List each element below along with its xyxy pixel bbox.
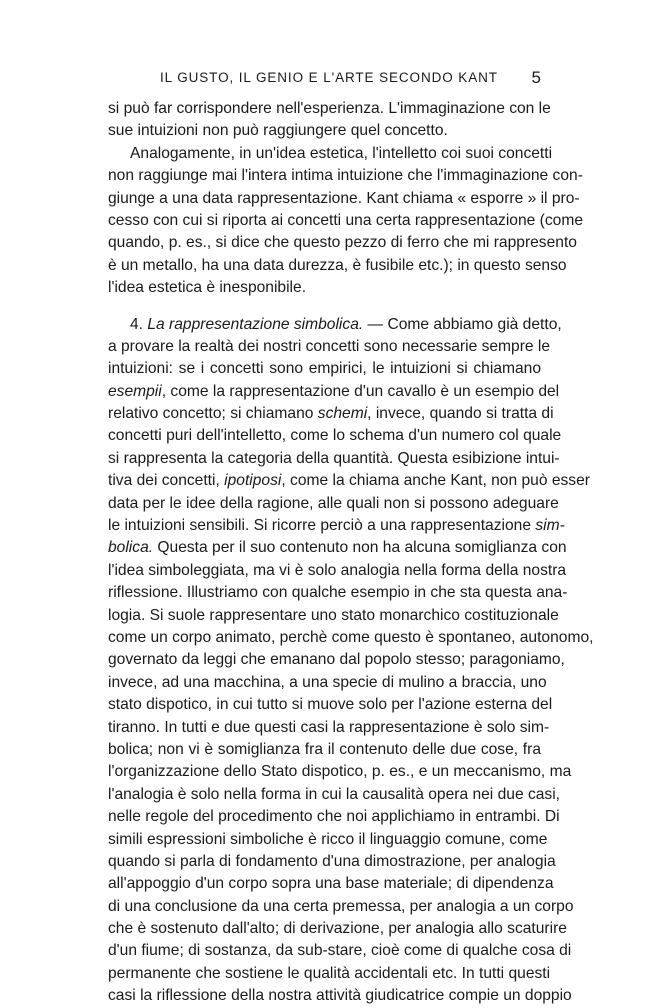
text-line: bolica. Questa per il suo contenuto non ha alcuna somiglianza con (108, 539, 567, 557)
text-line: concetti puri dell'intelletto, come lo schema d'un numero col quale (108, 427, 562, 445)
body-text (108, 98, 594, 1008)
italic-term: esempii (108, 382, 162, 400)
section-gap (108, 300, 541, 314)
text-line: l'idea estetica è inesponibile. (108, 279, 307, 297)
text-line: come un corpo animato, perchè come questo è spontaneo, autonomo, (108, 628, 594, 646)
text-line: non raggiunge mai l'intera intima intuizione che l'immaginazione con- (108, 167, 583, 185)
text-line: si rappresenta la categoria della quantità. Questa esibizione intui- (108, 449, 560, 467)
text-line: all'appoggio d'un corpo sopra una base materiale; di dipendenza (108, 875, 554, 893)
section-title: La rappresentazione simbolica. (147, 315, 364, 333)
italic-term: sim- (535, 517, 565, 535)
text-line: l'organizzazione dello Stato dispotico, p. es., e un meccanismo, ma (108, 763, 572, 781)
italic-term: ipotiposi (224, 472, 282, 490)
text-line: quando si parla di fondamento d'una dimostrazione, per analogia (108, 852, 556, 870)
text-line: di una conclusione da una certa premessa, per analogia a un corpo (108, 897, 574, 915)
text-line: a provare la realtà dei nostri concetti sono necessarie sempre le (108, 337, 551, 355)
text-line: esempii, come la rappresentazione d'un cavallo è un esempio del (108, 382, 560, 400)
section-heading-rest: — Come abbiamo già detto, (363, 315, 562, 333)
text-line: riflessione. Illustriamo con qualche esempio in che sta questa ana- (108, 584, 568, 602)
text-line: nelle regole del procedimento che noi applichiamo in entrambi. Di (108, 808, 560, 826)
section-4 (108, 314, 594, 1008)
text-line: si può far corrispondere nell'esperienza. L'immaginazione con le (108, 100, 551, 117)
text-line: data per le idee della ragione, alle quali non si possono adeguare (108, 494, 559, 512)
italic-term: bolica. (108, 539, 154, 557)
text-line: giunge a una data rappresentazione. Kant chiama « esporre » il pro- (108, 189, 580, 207)
text-line: simili espressioni simboliche è ricco il linguaggio comune, come (108, 830, 548, 848)
text-line: intuizioni: se i concetti sono empirici, le intuizioni si chiamano (108, 360, 541, 378)
text-line: l'idea simboleggiata, ma vi è solo analogia nella forma della nostra (108, 561, 567, 579)
paragraph-2 (108, 143, 583, 300)
section-number: 4. (130, 315, 144, 333)
text-line: le intuizioni sensibili. Si ricorre perciò a una rappresentazione sim- (108, 517, 565, 535)
text-line: quando, p. es., si dice che questo pezzo di ferro che mi rappresento (108, 234, 577, 252)
section-heading-line (108, 314, 562, 336)
italic-term: schemi (317, 405, 368, 423)
text-line: è un metallo, ha una data durezza, è fusibile etc.); in questo senso (108, 256, 567, 274)
text-line: d'un fiume; di sostanza, da sub-stare, cioè come di qualche cosa di (108, 942, 572, 960)
text-line: stato dispotico, in cui tutto si muove solo per l'azione esterna del (108, 696, 553, 714)
text-line: permanente che sostiene le qualità accidentali etc. In tutti questi (108, 964, 551, 982)
text-line: tiva dei concetti, ipotiposi, come la chiama anche Kant, non può esser (108, 472, 590, 490)
text-line: sue intuizioni non può raggiungere quel concetto. (108, 122, 448, 140)
text-line: l'analogia è solo nella forma in cui la causalità opera nei due casi, (108, 785, 561, 803)
text-line: cesso con cui si riporta ai concetti una certa rappresentazione (come (108, 211, 583, 229)
text-line: logia. Si suole rappresentare uno stato monarchico costituzionale (108, 606, 559, 624)
page-header (108, 70, 541, 90)
text-line: bolica; non vi è somiglianza fra il contenuto delle due cose, fra (108, 740, 541, 758)
text-line: che è sostenuto dall'alto; di derivazione, per analogia allo scaturire (108, 920, 567, 938)
text-line: Analogamente, in un'idea estetica, l'intelletto coi suoi concetti (130, 144, 553, 162)
text-line: casi la riflessione della nostra attività giudicatrice compie un doppio (108, 987, 572, 1005)
text-line: relativo concetto; si chiamano schemi, invece, quando si tratta di (108, 405, 554, 423)
paragraph-1 (108, 98, 551, 143)
running-head: IL GUSTO, IL GENIO E L'ARTE SECONDO KANT (160, 70, 498, 85)
page-number: 5 (531, 68, 541, 87)
text-line: tiranno. In tutti e due questi casi la rappresentazione è solo sim- (108, 718, 550, 736)
text-line: invece, ad una macchina, a una specie di mulino a braccia, uno (108, 673, 547, 691)
text-line: governato da leggi che emanano dal popolo stesso; paragoniamo, (108, 651, 565, 669)
